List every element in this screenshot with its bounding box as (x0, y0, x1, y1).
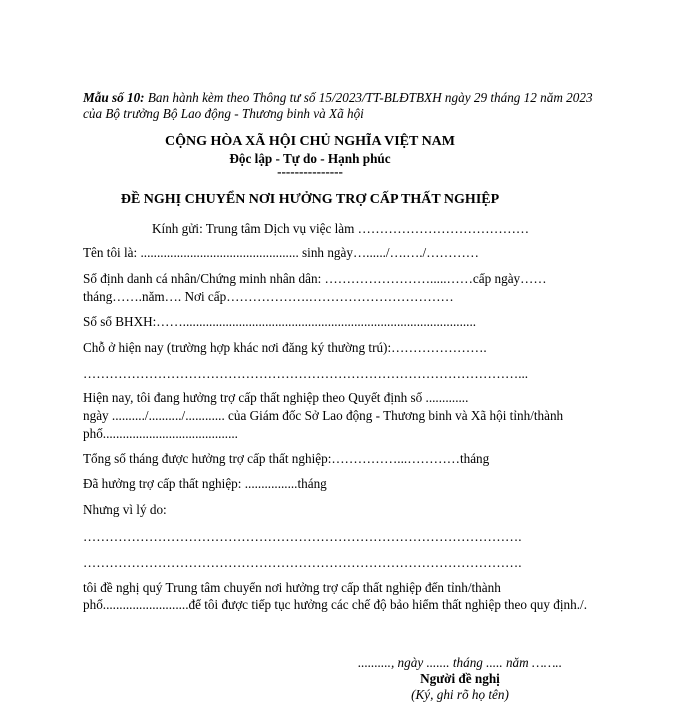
form-number: Mẫu số 10: (83, 90, 145, 105)
insurance-number-line: Số sổ BHXH:……......................................................................................... (83, 314, 477, 329)
motto-divider: --------------- (277, 164, 343, 179)
total-months-line: Tổng số tháng được hưởng trợ cấp thất nghiệp:……………...…………tháng (83, 451, 490, 466)
recipient-line: Kính gửi: Trung tâm Dịch vụ việc làm ………………………………… (152, 221, 530, 236)
residence-line-2: ………………………………………………………………………………………... (83, 366, 529, 381)
name-line: Tên tôi là: ................................................ sinh ngày…....../….…./………… (83, 245, 479, 260)
signature-date-line: .........., ngày ....... tháng ..... năm …….. (357, 655, 563, 670)
reason-line-1: ………………………………………………………………………………………. (83, 529, 522, 544)
received-months-line: Đã hưởng trợ cấp thất nghiệp: ................tháng (83, 476, 327, 491)
signer-label: Người đề nghị (420, 671, 500, 686)
form-issuance-line-1 (83, 90, 593, 106)
country-name: CỘNG HÒA XÃ HỘI CHỦ NGHĨA VIỆT NAM (164, 134, 455, 149)
signature-note: (Ký, ghi rõ họ tên) (411, 687, 509, 702)
id-line-1: Số định danh cá nhân/Chứng minh nhân dân: …………………….....……cấp ngày…… (83, 271, 547, 286)
issuance-text: Ban hành kèm theo Thông tư số 15/2023/TT-BLĐTBXH ngày 29 tháng 12 năm 2023 (144, 90, 593, 105)
decision-line-2: ngày ........../........../............ của Giám đốc Sở Lao động - Thương binh và Xã hội tỉnh/thành (83, 408, 564, 423)
national-motto: Độc lập - Tự do - Hạnh phúc (229, 151, 391, 166)
residence-line-1: Chỗ ở hiện nay (trường hợp khác nơi đăng ký thường trú):…………………. (83, 340, 487, 355)
document-title: ĐỀ NGHỊ CHUYỂN NƠI HƯỞNG TRỢ CẤP THẤT NGHIỆP (120, 192, 500, 207)
decision-line-1: Hiện nay, tôi đang hưởng trợ cấp thất nghiệp theo Quyết định số ............. (83, 390, 469, 405)
reason-line-2: ………………………………………………………………………………………. (83, 555, 522, 570)
request-line-2: phố..........................để tôi được tiếp tục hưởng các chế độ bảo hiểm thất nghiệp theo quy định./. (83, 597, 587, 612)
form-issuance-line-2: của Bộ trưởng Bộ Lao động - Thương binh và Xã hội (83, 106, 364, 121)
id-line-2: tháng…….năm…. Nơi cấp……………….…………………………… (83, 289, 454, 304)
reason-label: Nhưng vì lý do: (83, 502, 167, 517)
decision-line-3: phố......................................... (83, 426, 238, 441)
request-line-1: tôi đề nghị quý Trung tâm chuyển nơi hưởng trợ cấp thất nghiệp đến tỉnh/thành (83, 580, 501, 595)
